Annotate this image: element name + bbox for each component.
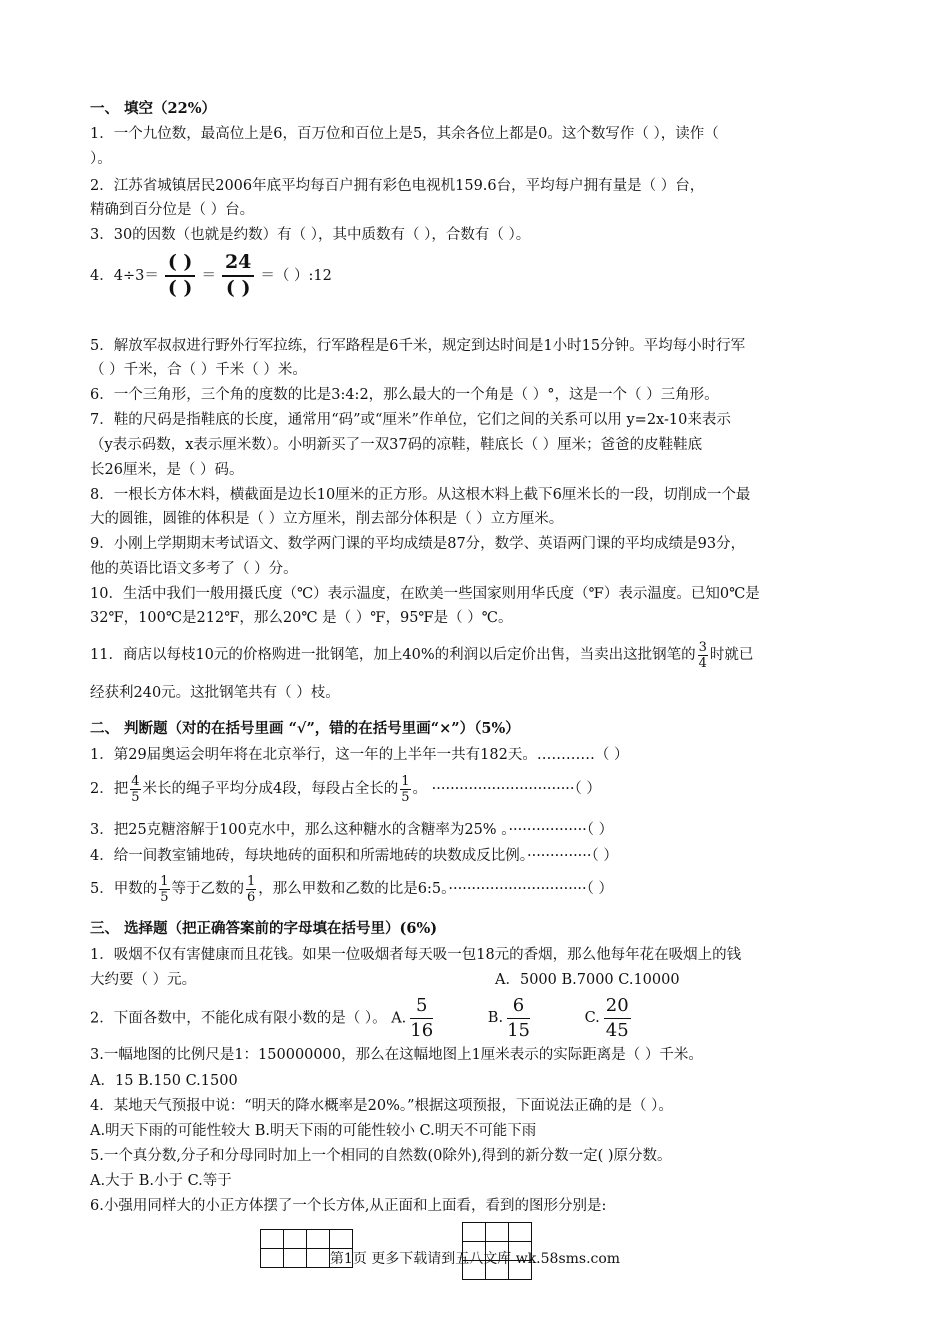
s1-q8-line2: 大的圆锥，圆锥的体积是（ ）立方厘米，削去部分体积是（ ）立方厘米。 xyxy=(90,511,564,527)
s1-q3: 3．30的因数（也就是约数）有（ ），其中质数有（ ），合数有（ ）。 xyxy=(90,227,531,243)
s1-q5-line2: （ ）千米，合（ ）千米（ ）米。 xyxy=(90,362,307,378)
s3-q6-line1: 6.小强用同样大的小正方体摆了一个长方体,从正面和上面看，看到的图形分别是: xyxy=(90,1198,607,1214)
s3-q1-line2: 大约要（ ）元。 xyxy=(90,972,197,988)
s2-q3: 3．把25克糖溶解于100克水中，那么这种糖水的含糖率为25% 。·················（ ） xyxy=(90,822,614,838)
s2-q2-fraction-1: $\frac{4}{5}$ xyxy=(131,773,140,805)
s3-q2: 2．下面各数中，不能化成有限小数的是（ ）。 A. $\frac{5}{16}$ B. $\frac{6}{15}$ C. $\frac{20}{45}$ xyxy=(90,995,629,1041)
s1-q2-line2: 精确到百分位是（ ）台。 xyxy=(90,202,255,218)
s3-q5-line1: 5.一个真分数,分子和分母同时加上一个相同的自然数(0除外),得到的新分数一定( )原分数。 xyxy=(90,1148,672,1164)
s2-q4: 4．给一间教室铺地砖，每块地砖的面积和所需地砖的块数成反比例。··············（ ） xyxy=(90,848,618,864)
s1-q1-line2: ）。 xyxy=(90,151,112,167)
s1-q7-line1: 7．鞋的尺码是指鞋底的长度，通常用“码”或“厘米”作单位，它们之间的关系可以用 y=2x-10来表示 xyxy=(90,412,731,428)
s2-q5-fraction-2: $\frac{1}{6}$ xyxy=(247,873,256,905)
s1-q1-line1: 1．一个九位数，最高位上是6，百万位和百位上是5，其余各位上都是0。这个数写作（ ），读作（ xyxy=(90,126,719,142)
q4-fraction-1: ( ) ( ) xyxy=(165,253,196,299)
s2-q5-fraction-1: $\frac{1}{5}$ xyxy=(160,873,169,905)
s1-q11-line2: 经获利240元。这批钢笔共有（ ）枝。 xyxy=(90,685,340,701)
s1-q9-line1: 9．小刚上学期期末考试语文、数学两门课的平均成绩是87分，数学、英语两门课的平均成绩是93分， xyxy=(90,536,746,552)
s1-q10-line1: 10．生活中我们一般用摄氏度（℃）表示温度，在欧美一些国家则用华氏度（℉）表示温度。已知0℃是 xyxy=(90,586,760,602)
s3-q4-line1: 4．某地天气预报中说：“明天的降水概率是20%。”根据这项预报，下面说法正确的是（ ）。 xyxy=(90,1098,673,1114)
option-a-fraction: $\frac{5}{16}$ xyxy=(410,995,434,1041)
q4-fraction-2: 24 ( ) xyxy=(222,253,254,299)
s1-q2-line1: 2．江苏省城镇居民2006年底平均每百户拥有彩色电视机159.6台，平均每户拥有量是（ ）台， xyxy=(90,178,705,194)
s2-q5: 5．甲数的 $\frac{1}{5}$ 等于乙数的 $\frac{1}{6}$ ，那么甲数和乙数的比是6:5。······························（ ） xyxy=(90,873,614,905)
s2-q2: 2．把 $\frac{4}{5}$ 米长的绳子平均分成4段，每段占全长的 $\frac{1}{5}$ 。 ·······························（ ） xyxy=(90,773,601,805)
section-3-title: 三、 选择题（把正确答案前的字母填在括号里）(6%) xyxy=(90,920,438,937)
s1-q10-line2: 32℉，100℃是212℉，那么20℃ 是（ ）℉，95℉是（ ）℃。 xyxy=(90,610,513,626)
option-c-fraction: $\frac{20}{45}$ xyxy=(605,995,629,1041)
s1-q4: 4．4÷3＝ ( ) ( ) ＝ 24 ( ) ＝（ ）:12 xyxy=(90,251,332,299)
section-1-title: 一、 填空（22%） xyxy=(90,100,217,117)
s1-q11-line1: 11．商店以每枝10元的价格购进一批钢笔，加上40%的利润以后定价出售，当卖出这批钢笔的 $\frac{3}{4}$ 时就已 xyxy=(90,639,754,671)
s3-q1-options: A．5000 B.7000 C.10000 xyxy=(495,972,680,988)
s3-q3-line1: 3.一幅地图的比例尺是1：150000000，那么在这幅地图上1厘米表示的实际距离是（ ）千米。 xyxy=(90,1047,703,1063)
s1-q6: 6．一个三角形，三个角的度数的比是3:4:2，那么最大的一个角是（ ）°，这是一个（ ）三角形。 xyxy=(90,387,719,403)
s3-q1-line1: 1．吸烟不仅有害健康而且花钱。如果一位吸烟者每天吸一包18元的香烟，那么他每年花在吸烟上的钱 xyxy=(90,947,742,963)
s3-q4-options: A.明天下雨的可能性较大 B.明天下雨的可能性较小 C.明天不可能下雨 xyxy=(90,1123,537,1139)
page-footer: 第1页 更多下载请到五八文库 wk.58sms.com xyxy=(329,1251,621,1267)
s1-q9-line2: 他的英语比语文多考了（ ）分。 xyxy=(90,561,298,577)
s1-q7-line2: （y表示码数，x表示厘米数）。小明新买了一双37码的凉鞋，鞋底长（ ）厘米；爸爸的皮鞋鞋底 xyxy=(90,437,703,453)
q11-fraction: $\frac{3}{4}$ xyxy=(698,639,707,671)
option-b-fraction: $\frac{6}{15}$ xyxy=(507,995,530,1041)
s1-q5-line1: 5．解放军叔叔进行野外行军拉练，行军路程是6千米，规定到达时间是1小时15分钟。平均每小时行军 xyxy=(90,338,746,354)
s2-q2-fraction-2: $\frac{1}{5}$ xyxy=(401,773,410,805)
s3-q3-options: A．15 B.150 C.1500 xyxy=(90,1073,238,1089)
s1-q7-line3: 长26厘米，是（ ）码。 xyxy=(90,462,244,478)
section-2-title: 二、 判断题（对的在括号里画 “√”，错的在括号里画“×”）（5%） xyxy=(90,720,520,737)
s3-q5-options: A.大于 B.小于 C.等于 xyxy=(90,1173,232,1189)
s2-q1: 1．第29届奥运会明年将在北京举行，这一年的上半年一共有182天。…………（ ） xyxy=(90,747,629,763)
s1-q8-line1: 8．一根长方体木料，横截面是边长10厘米的正方形。从这根木料上截下6厘米长的一段，切削成一个最 xyxy=(90,487,751,503)
